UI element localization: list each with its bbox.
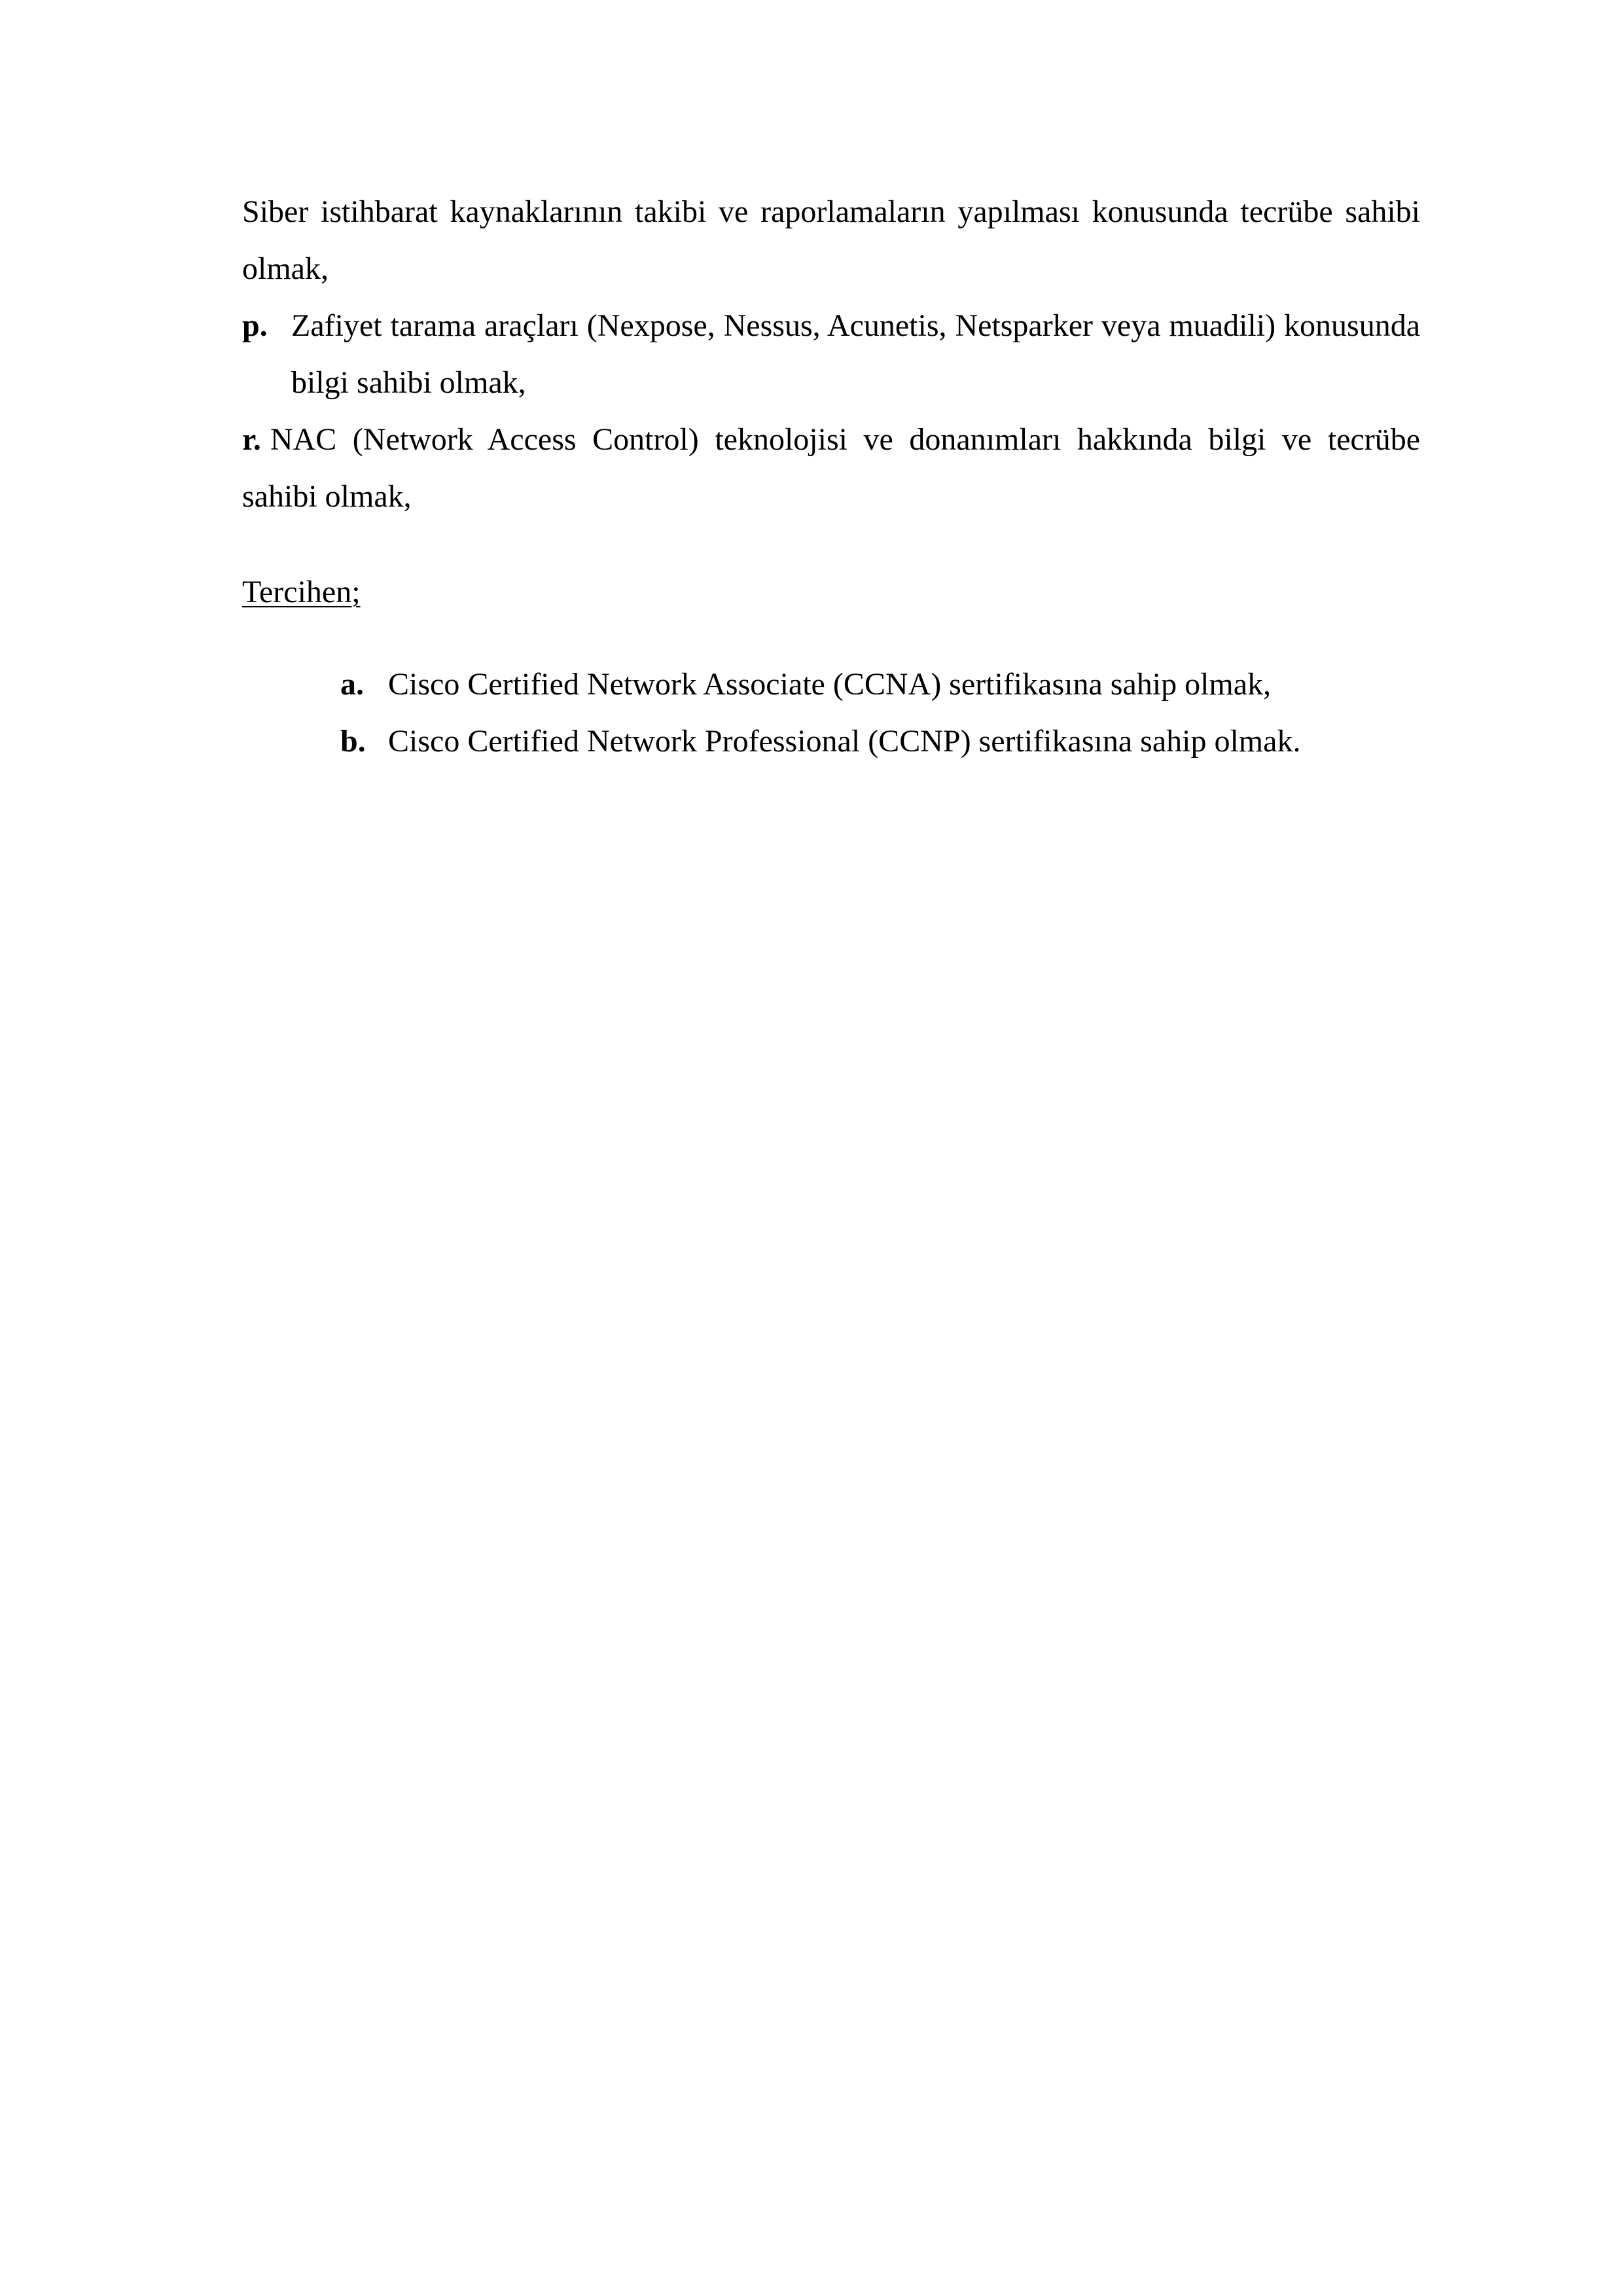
preferred-item-a bbox=[340, 656, 1420, 713]
list-item-text: Cisco Certified Network Associate (CCNA) sertifikasına sahip olmak, bbox=[388, 667, 1272, 702]
list-marker: p. bbox=[242, 308, 268, 343]
list-item-text: NAC (Network Access Control) teknolojisi ve donanımları hakkında bilgi ve tecrübe sahibi olmak, bbox=[242, 422, 1420, 514]
intro-paragraph: Siber istihbarat kaynaklarının takibi ve raporlamaların yapılması konusunda tecrübe sahibi olmak, bbox=[242, 194, 1420, 286]
list-item-text: Zafiyet tarama araçları (Nexpose, Nessus, Acunetis, Netsparker veya muadili) konusunda bilgi sahibi olmak, bbox=[291, 308, 1420, 400]
preferred-heading: Tercihen; bbox=[242, 575, 361, 609]
list-item-p bbox=[242, 297, 1420, 411]
document-body bbox=[242, 183, 1420, 770]
list-marker: b. bbox=[340, 724, 366, 759]
list-item-r bbox=[242, 411, 1420, 525]
list-item-text: Cisco Certified Network Professional (CCNP) sertifikasına sahip olmak. bbox=[388, 724, 1301, 759]
list-marker: r. bbox=[242, 422, 261, 457]
list-marker: a. bbox=[340, 667, 364, 702]
preferred-item-b bbox=[340, 713, 1420, 770]
preferred-list bbox=[340, 656, 1420, 770]
